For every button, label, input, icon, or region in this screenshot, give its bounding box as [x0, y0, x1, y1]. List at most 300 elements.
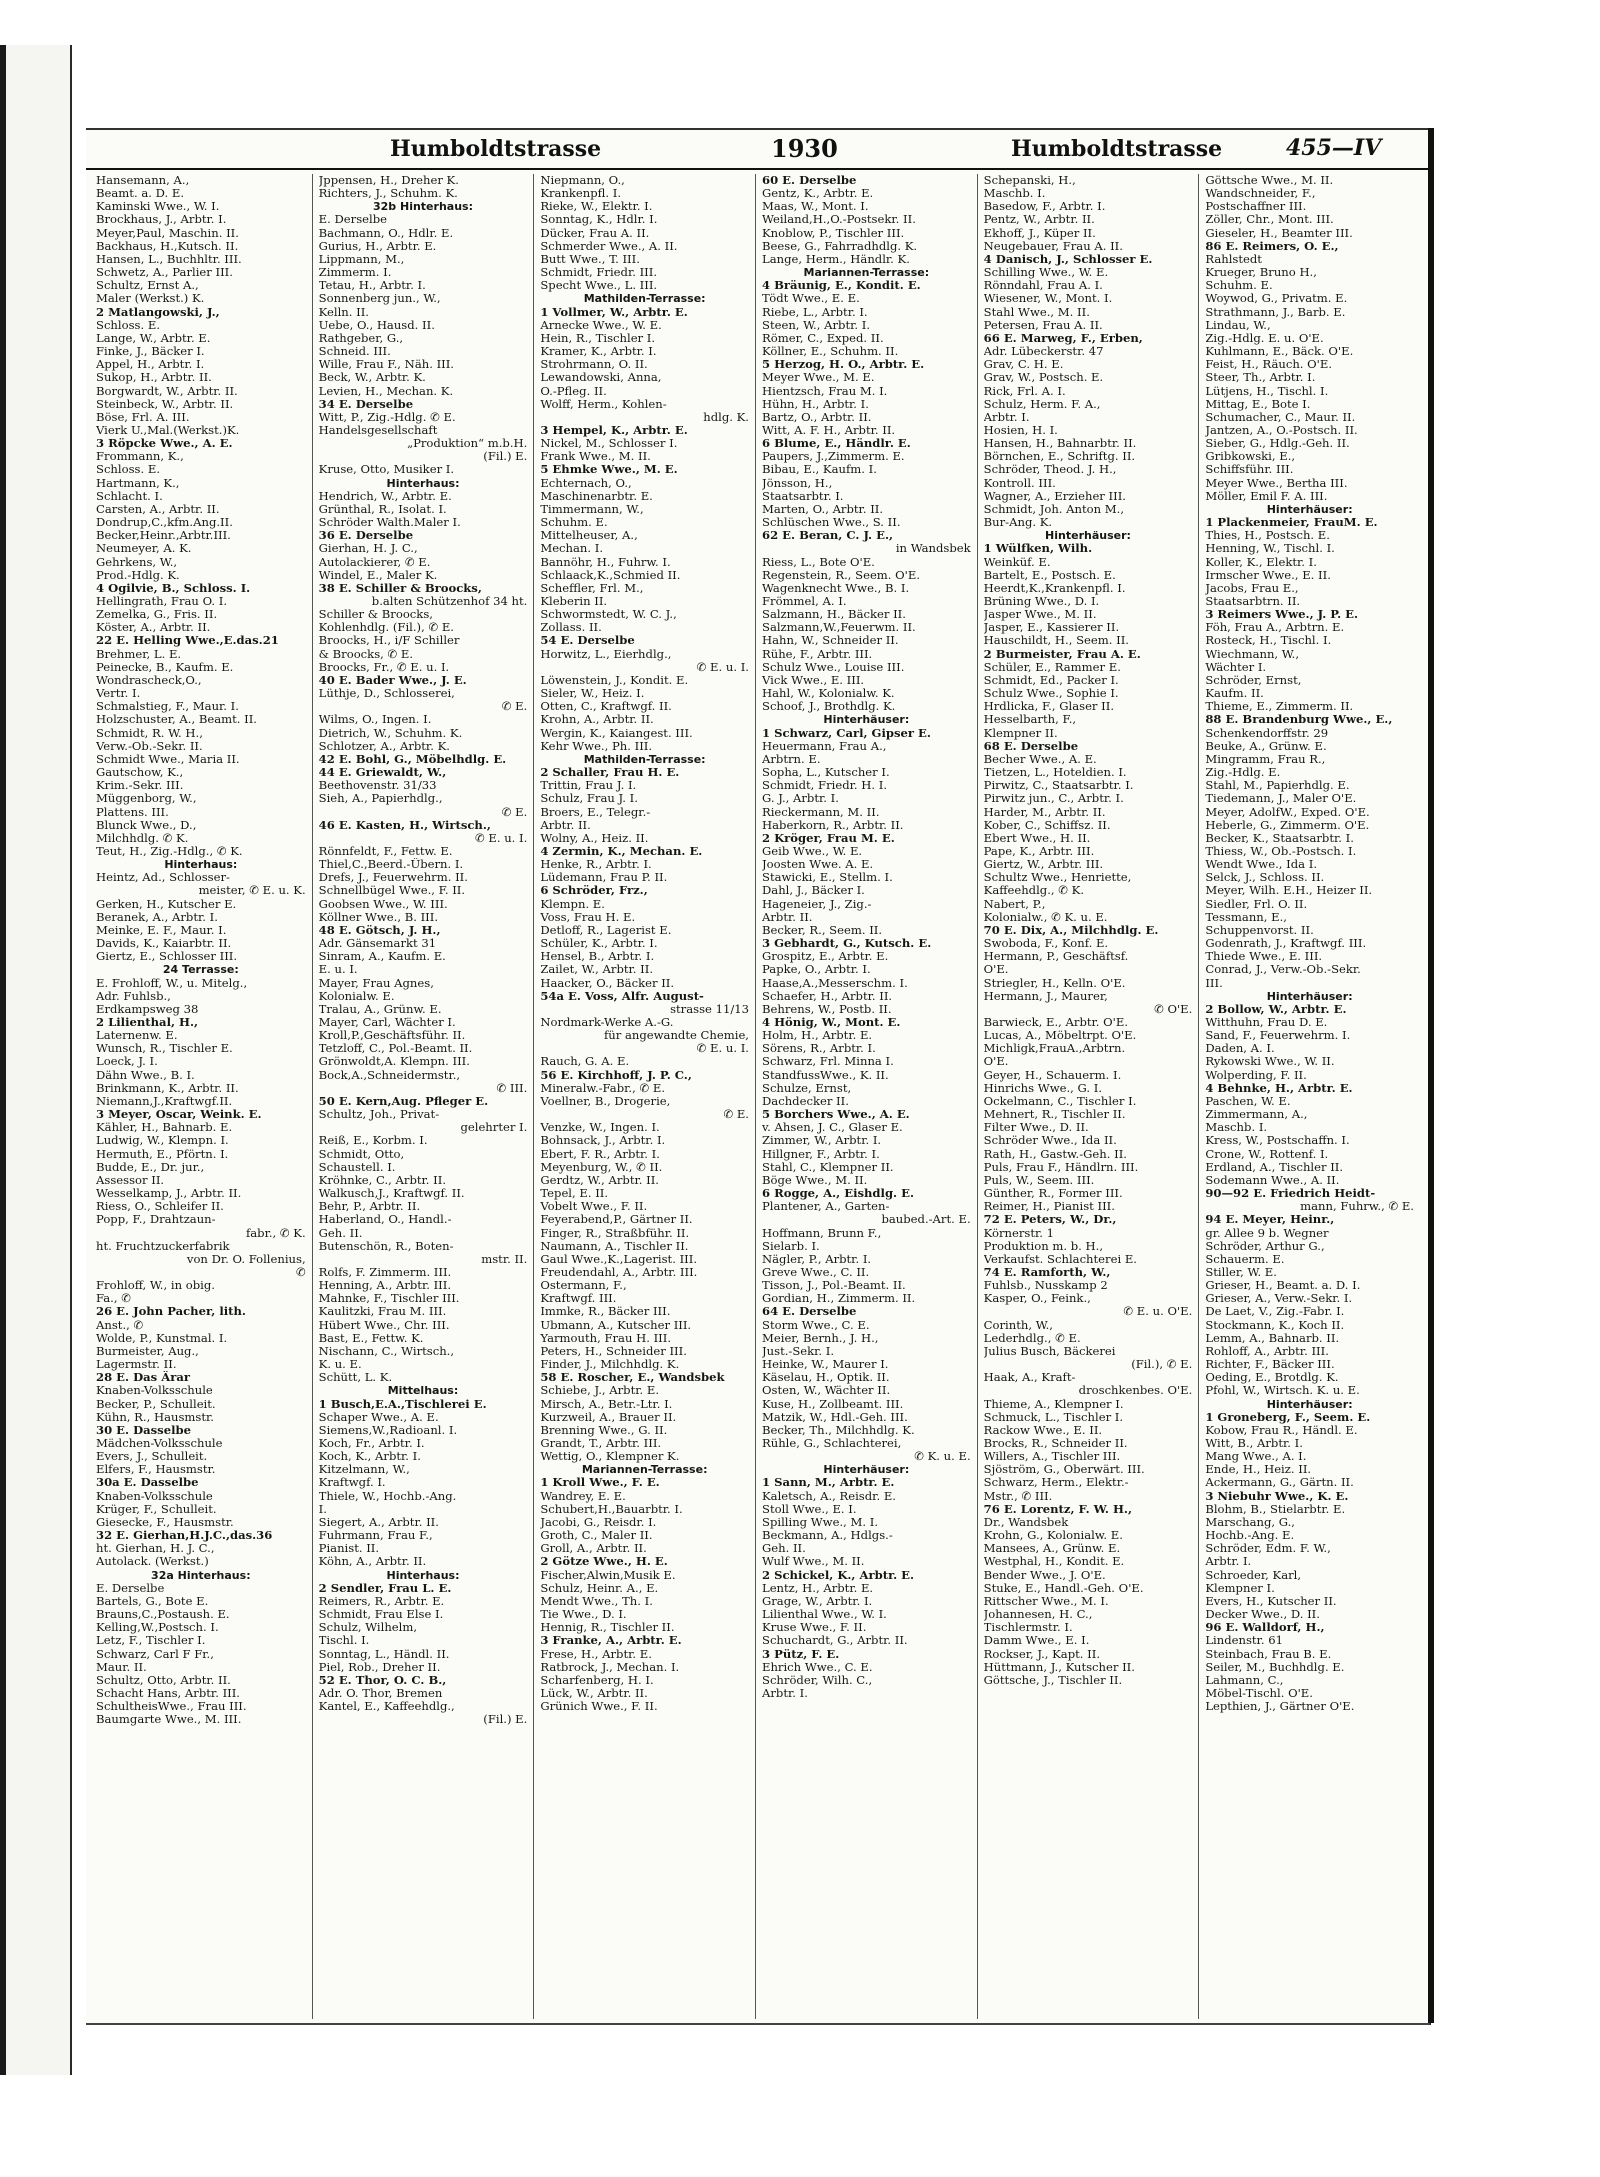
- directory-entry-line: Hinterhaus:: [164, 858, 238, 872]
- directory-entry-line: Specht Wwe., L. III.: [540, 279, 658, 293]
- directory-entry-line: Brenning Wwe., G. II.: [540, 1423, 668, 1437]
- directory-entry-line: Gordian, H., Zimmerm. II.: [762, 1292, 916, 1306]
- directory-entry-line: Timmermann, W.,: [540, 502, 644, 516]
- directory-entry-line: Sieler, W., Heiz. I.: [540, 687, 645, 701]
- directory-entry-line: Kraftwgf. III.: [540, 1292, 617, 1306]
- directory-entry-line: Schaefer, H., Arbtr. II.: [762, 989, 893, 1003]
- directory-entry-line: Gierhan, H. J. C.,: [318, 542, 418, 556]
- directory-entry-line: Verw.-Ob.-Sekr. II.: [96, 739, 203, 753]
- directory-entry-line: hdlg. K.: [703, 410, 749, 424]
- directory-entry-line: strasse 11/13: [670, 1002, 749, 1016]
- directory-entry-line: Kaminski Wwe., W. I.: [96, 200, 220, 214]
- directory-entry-line: „Produktion“ m.b.H.: [407, 437, 528, 451]
- directory-entry-line: Schröder, Theod. J. H.,: [983, 463, 1117, 477]
- directory-entry-line: Brocks, R., Schneider II.: [983, 1437, 1128, 1450]
- directory-entry-line: Lucas, A., Möbeltrpt. O'E.: [983, 1029, 1137, 1043]
- directory-entry-line: Bannöhr, H., Fuhrw. I.: [540, 555, 671, 569]
- directory-entry-line: Pirwitz jun., C., Arbtr. I.: [983, 792, 1124, 806]
- directory-entry-line: Grandt, T., Arbtr. III.: [540, 1437, 662, 1450]
- directory-entry-line: Baumgarte Wwe., M. III.: [96, 1713, 242, 1727]
- directory-entry-line: Freudendahl, A., Arbtr. III.: [540, 1265, 698, 1279]
- directory-entry-line: Käselau, H., Optik. II.: [762, 1371, 890, 1385]
- directory-entry-line: Hartmann, K.,: [96, 476, 180, 490]
- directory-entry-line: Ockelmann, C., Tischler I.: [983, 1094, 1137, 1108]
- directory-entry-line: Trittin, Frau J. I.: [540, 779, 637, 793]
- directory-entry-line: Zimmerm. I.: [318, 266, 392, 280]
- directory-entry-line: Brockhaus, J., Arbtr. I.: [96, 213, 227, 227]
- directory-entry-line: Scharfenberg, H. I.: [540, 1673, 654, 1687]
- directory-entry-line: Schüler, E., Rammer E.: [983, 660, 1121, 674]
- directory-entry-line: Haase,A.,Messerschm. I.: [762, 976, 908, 990]
- directory-entry-line: Köllner Wwe., B. III.: [318, 910, 439, 924]
- directory-entry-line: Rieckermann, M. II.: [762, 805, 880, 819]
- directory-entry-line: Hein, R., Tischler I.: [540, 331, 656, 345]
- directory-entry-line: Kelling,W.,Postsch. I.: [96, 1621, 219, 1635]
- directory-entry-line: Tisson, J., Pol.-Beamt. II.: [762, 1279, 906, 1293]
- directory-entry-line: Dähn Wwe., B. I.: [96, 1068, 195, 1082]
- directory-entry-line: Ehrich Wwe., C. E.: [762, 1660, 873, 1674]
- directory-entry-line: Bohnsack, J., Arbtr. I.: [540, 1134, 666, 1148]
- directory-entry-line: Hennig, R., Tischler II.: [540, 1621, 675, 1635]
- directory-entry-line: Rosteck, H., Tischl. I.: [1205, 634, 1332, 648]
- directory-entry-line: Jppensen, H., Dreher K.: [318, 174, 459, 187]
- directory-entry-line: Beuke, A., Grünw. E.: [1205, 739, 1327, 753]
- directory-entry-line: Zailet, W., Arbtr. II.: [540, 963, 654, 977]
- directory-entry-line: 52 E. Thor, O. C. B.,: [318, 1673, 447, 1687]
- directory-entry-line: Broocks, Fr., ✆ E. u. I.: [318, 660, 450, 674]
- directory-entry-line: Anst., ✆: [96, 1318, 144, 1332]
- directory-entry-line: Reimers, R., Arbtr. E.: [318, 1594, 445, 1608]
- directory-entry-line: Richter, F., Bäcker III.: [1205, 1358, 1335, 1372]
- directory-entry-line: meister, ✆ E. u. K.: [198, 884, 306, 898]
- directory-entry-line: ✆ III.: [496, 1081, 528, 1095]
- directory-entry-line: Backhaus, H.,Kutsch. II.: [96, 239, 239, 253]
- directory-entry-line: Just.-Sekr. I.: [762, 1344, 835, 1358]
- directory-entry-line: Goobsen Wwe., W. III.: [318, 897, 448, 911]
- directory-entry-line: Wergin, K., Kaiangest. III.: [540, 726, 693, 740]
- directory-entry-line: 3 Gebhardt, G., Kutsch. E.: [762, 937, 932, 951]
- directory-entry-line: 74 E. Ramforth, W.,: [983, 1265, 1111, 1279]
- directory-entry-line: 2 Lilienthal, H.,: [96, 1016, 199, 1029]
- directory-entry-line: Lütjens, H., Tischl. I.: [1205, 384, 1329, 398]
- directory-entry-line: Arbtr. II.: [762, 910, 813, 924]
- directory-entry-line: Marten, O., Arbtr. II.: [762, 502, 884, 516]
- directory-entry-line: Thiele, W., Hochb.-Ang.: [318, 1489, 457, 1503]
- directory-entry-line: Butenschön, R., Boten-: [318, 1239, 454, 1253]
- directory-entry-line: Jasper, E., Kassierer II.: [983, 621, 1120, 635]
- directory-entry-line: Haacker, O., Bäcker II.: [540, 976, 675, 990]
- directory-entry-line: Blunck Wwe., D.,: [96, 818, 197, 832]
- directory-entry-line: Schröder Walth.Maler I.: [318, 516, 461, 530]
- directory-entry-line: Hühn, H., Arbtr. I.: [762, 397, 869, 411]
- directory-entry-line: Holm, H., Arbtr. E.: [762, 1029, 873, 1043]
- directory-entry-line: Schulz, Herm. F. A.,: [983, 397, 1101, 411]
- scan-top-margin: [0, 0, 1600, 45]
- directory-entry-line: Striegler, H., Kelln. O'E.: [983, 976, 1126, 990]
- directory-entry-line: 90—92 E. Friedrich Heidt-: [1205, 1187, 1376, 1201]
- directory-entry-line: Frommann, K.,: [96, 450, 184, 464]
- directory-entry-line: Vick Wwe., E. III.: [762, 673, 865, 687]
- directory-entry-line: Peinecke, B., Kaufm. E.: [96, 660, 234, 674]
- directory-entry-line: 2 Burmeister, Frau A. E.: [983, 647, 1141, 661]
- directory-entry-line: 44 E. Griewaldt, W.,: [318, 766, 447, 780]
- directory-entry-line: Wagner, A., Erzieher III.: [983, 489, 1126, 503]
- directory-entry-line: Hosien, H. I.: [983, 423, 1058, 437]
- directory-entry-line: Lüthje, D., Schlosserei,: [318, 687, 455, 701]
- directory-entry-line: 76 E. Lorentz, F. W. H.,: [983, 1502, 1132, 1516]
- directory-entry-line: Hinterhaus:: [386, 1568, 460, 1582]
- directory-entry-line: Koch, K., Arbtr. I.: [318, 1450, 421, 1464]
- directory-entry-line: Neumeyer, A. K.: [96, 542, 192, 556]
- directory-entry-line: Feyerabend,P., Gärtner II.: [540, 1213, 693, 1227]
- directory-entry-line: Siegert, A., Arbtr. II.: [318, 1515, 439, 1529]
- directory-entry-line: Elfers, F., Hausmstr.: [96, 1463, 216, 1477]
- directory-entry-line: Mendt Wwe., Th. I.: [540, 1594, 653, 1608]
- directory-entry-line: Schumacher, C., Maur. II.: [1205, 410, 1356, 424]
- directory-entry-line: Schwarz, Herm., Elektr.-: [983, 1476, 1129, 1490]
- directory-entry-line: Paschen, W. E.: [1205, 1094, 1291, 1108]
- directory-entry-line: Bartels, G., Bote E.: [96, 1594, 209, 1608]
- directory-entry-line: Schulz, Heinr. A., E.: [540, 1581, 659, 1595]
- directory-entry-line: Gautschow, K.,: [96, 766, 184, 780]
- directory-entry-line: Mayer, Carl, Wächter I.: [318, 1016, 456, 1029]
- directory-entry-line: Schulz Wwe., Sophie I.: [983, 687, 1119, 701]
- directory-entry-line: 42 E. Bohl, G., Möbelhdlg. E.: [318, 752, 507, 766]
- directory-entry-line: Damm Wwe., E. I.: [983, 1634, 1090, 1648]
- directory-entry-line: Pape, K., Arbtr. III.: [983, 844, 1095, 858]
- directory-entry-line: Levien, H., Mechan. K.: [318, 384, 454, 398]
- directory-entry-line: ✆ E.: [501, 805, 528, 819]
- directory-entry-line: Schwarz, Frl. Minna I.: [762, 1055, 894, 1069]
- directory-entry-line: Lück, W., Arbtr. II.: [540, 1686, 648, 1700]
- directory-entry-line: Brauns,C.,Postaush. E.: [96, 1608, 230, 1622]
- directory-entry-line: Schmalstieg, F., Maur. I.: [96, 700, 239, 714]
- directory-entry-line: Mansees, A., Grünw. E.: [983, 1542, 1121, 1556]
- directory-entry-line: Dachdecker II.: [762, 1094, 849, 1108]
- directory-entry-line: Burmeister, Aug.,: [96, 1344, 199, 1358]
- directory-entry-line: Plantener, A., Garten-: [762, 1200, 890, 1214]
- directory-entry-line: Maas, W., Mont. I.: [762, 200, 869, 214]
- directory-entry-line: Knoblow, P., Tischler III.: [762, 226, 905, 240]
- directory-entry-line: Brüning Wwe., D. I.: [983, 595, 1100, 608]
- directory-entry-line: 2 Sendler, Frau L. E.: [318, 1581, 452, 1595]
- directory-entry-line: O.-Pfleg. II.: [540, 384, 607, 398]
- directory-entry-line: Pianist. II.: [318, 1542, 380, 1556]
- directory-entry-line: Schröder, Arthur G.,: [1205, 1239, 1325, 1253]
- directory-entry-line: Swoboda, F., Konf. E.: [983, 937, 1109, 951]
- directory-entry-line: Meinke, E. F., Maur. I.: [96, 923, 227, 937]
- directory-entry-line: Mittelhaus:: [387, 1384, 459, 1398]
- directory-entry-line: Meyer Wwe., Bertha III.: [1205, 476, 1348, 490]
- directory-entry-line: III.: [1205, 976, 1223, 990]
- directory-entry-line: Grav, C. H. E.: [983, 358, 1064, 372]
- directory-entry-line: Puls, Frau F., Händlrn. III.: [983, 1160, 1139, 1174]
- directory-entry-line: Hageneier, J., Zig.-: [762, 897, 872, 911]
- directory-entry-line: Thiess, W., Ob.-Postsch. I.: [1205, 844, 1357, 858]
- directory-entry-line: Schoof, J., Brothdlg. K.: [762, 700, 896, 714]
- directory-entry-line: Rahlstedt: [1205, 252, 1262, 266]
- directory-entry-line: Plattens. III.: [96, 805, 169, 819]
- directory-entry-line: Schmidt, Frau Else I.: [318, 1608, 444, 1622]
- directory-entry-line: von Dr. O. Follenius,: [186, 1252, 306, 1266]
- directory-entry-line: Staatsarbtrn. II.: [1205, 595, 1301, 608]
- directory-entry-line: Beamt. a. D. E.: [96, 187, 185, 201]
- directory-entry-line: Detloff, R., Lagerist E.: [540, 923, 672, 937]
- directory-entry-line: Giesecke, F., Hausmstr.: [96, 1515, 234, 1529]
- directory-entry-line: Meyer, Wilh. E.H., Heizer II.: [1205, 884, 1373, 898]
- directory-entry-line: Jönsson, H.,: [762, 476, 833, 490]
- directory-entry-line: Mathilden-Terrasse:: [583, 752, 706, 766]
- directory-entry-line: Ubmann, A., Kutscher III.: [540, 1318, 692, 1332]
- directory-entry-line: Julius Busch, Bäckerei: [983, 1344, 1116, 1358]
- directory-entry-line: Nickel, M., Schlosser I.: [540, 437, 678, 451]
- directory-entry-line: Blohm, B., Stielarbtr. E.: [1205, 1502, 1346, 1516]
- directory-entry-line: Woywod, G., Privatm. E.: [1205, 292, 1348, 306]
- directory-entry-line: fabr., ✆ K.: [245, 1226, 306, 1240]
- directory-entry-line: 2 Schaller, Frau H. E.: [540, 766, 680, 780]
- directory-entry-line: Krohn, A., Arbtr. II.: [540, 713, 654, 727]
- directory-entry-line: Rockser, J., Kapt. II.: [983, 1647, 1101, 1661]
- directory-entry-line: Lederhdlg., ✆ E.: [983, 1331, 1081, 1345]
- directory-entry-line: Reiß, E., Korbm. I.: [318, 1134, 428, 1148]
- directory-entry-line: Becker, K., Staatsarbtr. I.: [1205, 831, 1354, 845]
- directory-entry-line: Becker, Th., Milchhdlg. K.: [762, 1423, 915, 1437]
- directory-entry-line: 66 E. Marweg, F., Erben,: [983, 331, 1143, 345]
- directory-entry-line: 54 E. Derselbe: [540, 634, 635, 648]
- directory-entry-line: Mittag, E., Bote I.: [1205, 397, 1311, 411]
- directory-entry-line: Meyer, AdolfW., Exped. O'E.: [1205, 805, 1370, 819]
- directory-entry-line: Mädchen-Volksschule: [96, 1437, 223, 1450]
- directory-entry-line: Römer, C., Exped. II.: [762, 331, 884, 345]
- directory-entry-line: Becker, P., Schulleit.: [96, 1397, 216, 1411]
- directory-entry-line: Stoll Wwe., E. I.: [762, 1502, 857, 1516]
- directory-entry-line: Strohrmann, O. II.: [540, 358, 648, 372]
- directory-entry-line: 40 E. Bader Wwe., J. E.: [318, 673, 467, 687]
- scan-binding-shadow: [0, 45, 6, 2075]
- directory-entry-line: Mahnke, F., Tischler III.: [318, 1292, 460, 1306]
- directory-entry-line: Broers, E., Telegr.-: [540, 805, 651, 819]
- directory-entry-line: Sodemann Wwe., A. II.: [1205, 1173, 1340, 1187]
- directory-entry-line: Stahl Wwe., M. II.: [983, 305, 1090, 319]
- directory-entry-line: Frohloff, W., in obig.: [96, 1279, 215, 1293]
- directory-entry-line: 1 Busch,E.A.,Tischlerei E.: [318, 1397, 487, 1411]
- directory-entry-line: Lippmann, M.,: [318, 252, 405, 266]
- directory-entry-line: Groll, A., Arbtr. II.: [540, 1542, 647, 1556]
- directory-entry-line: Rühle, G., Schlachterei,: [762, 1437, 902, 1450]
- directory-entry-line: Borgwardt, W., Arbtr. II.: [96, 384, 238, 398]
- directory-entry-line: Rönnfeldt, F., Fettw. E.: [318, 844, 453, 858]
- directory-entry-line: 4 Ogilvie, B., Schloss. I.: [96, 581, 251, 595]
- directory-entry-line: Witt, B., Arbtr. I.: [1205, 1437, 1303, 1450]
- directory-entry-line: Carsten, A., Arbtr. II.: [96, 502, 220, 516]
- directory-entry-line: 54a E. Voss, Alfr. August-: [540, 989, 704, 1003]
- directory-entry-line: Bibau, E., Kaufm. I.: [762, 463, 877, 477]
- directory-entry-line: Hermann, P., Geschäftsf.: [983, 950, 1129, 964]
- directory-entry-line: Schuchardt, G., Arbtr. II.: [762, 1634, 908, 1648]
- directory-entry-line: Rath, H., Gastw.-Geh. II.: [983, 1147, 1127, 1161]
- directory-entry-line: Schmidt, R. W. H.,: [96, 726, 203, 740]
- directory-entry-line: Appel, H., Arbtr. I.: [96, 358, 205, 372]
- directory-entry-line: Krim.-Sekr. III.: [96, 779, 184, 793]
- directory-entry-line: Hermann, J., Maurer,: [983, 989, 1108, 1003]
- directory-entry-line: E. u. I.: [318, 963, 358, 977]
- directory-entry-line: Göttsche Wwe., M. II.: [1205, 174, 1334, 187]
- directory-entry-line: Vobelt Wwe., F. II.: [540, 1200, 648, 1214]
- directory-entry-line: Adr. Gänsemarkt 31: [318, 937, 437, 951]
- directory-entry-line: Lüdemann, Frau P. II.: [540, 871, 668, 885]
- directory-entry-line: Corinth, W.,: [983, 1318, 1053, 1332]
- directory-entry-line: SchultheisWwe., Frau III.: [96, 1700, 247, 1714]
- directory-entry-line: Lagermstr. II.: [96, 1358, 177, 1372]
- directory-entry-line: Henke, R., Arbtr. I.: [540, 858, 652, 872]
- directory-entry-line: Dondrup,C.,kfm.Ang.II.: [96, 516, 233, 530]
- directory-entry-line: Hinterhaus:: [386, 476, 460, 490]
- directory-entry-line: Klempner II.: [983, 726, 1058, 740]
- directory-entry-line: Peters, H., Schneider III.: [540, 1344, 687, 1358]
- directory-entry-line: Broocks, H., i/F Schiller: [318, 634, 460, 648]
- directory-entry-line: Kolonialw., ✆ K. u. E.: [983, 910, 1108, 924]
- directory-entry-line: Wächter I.: [1205, 660, 1267, 674]
- directory-entry-line: Arbtr. II.: [540, 818, 591, 832]
- directory-entry-line: Mstr., ✆ III.: [983, 1489, 1053, 1503]
- directory-entry-line: Kleberin II.: [540, 595, 608, 608]
- directory-entry-line: Heintz, Ad., Schlosser-: [96, 871, 230, 885]
- directory-entry-line: mann, Fuhrw., ✆ E.: [1300, 1200, 1414, 1214]
- directory-entry-line: Beethovenstr. 31/33: [318, 779, 437, 793]
- directory-entry-line: Maschb. I.: [983, 187, 1046, 201]
- directory-entry-line: Dücker, Frau A. II.: [540, 226, 650, 240]
- directory-entry-line: Kehr Wwe., Ph. III.: [540, 739, 653, 753]
- directory-entry-line: Tessmann, E.,: [1205, 910, 1287, 924]
- directory-entry-line: Hesselbarth, F.,: [983, 713, 1077, 727]
- directory-entry-line: Möbel-Tischl. O'E.: [1205, 1686, 1313, 1700]
- directory-entry-line: Sieh, A., Papierhdlg.,: [318, 792, 443, 806]
- directory-entry-line: Jacobi, G., Reisdr. I.: [540, 1515, 657, 1529]
- directory-entry-line: Sukop, H., Arbtr. II.: [96, 371, 212, 385]
- directory-entry-line: Wesselkamp, J., Arbtr. II.: [96, 1187, 242, 1201]
- directory-entry-line: Schloss. E.: [96, 318, 161, 332]
- directory-entry-line: Ebert Wwe., H. II.: [983, 831, 1091, 845]
- directory-entry-line: Milchhdlg. ✆ K.: [96, 831, 189, 845]
- directory-entry-line: Frese, H., Arbtr. E.: [540, 1647, 652, 1661]
- directory-entry-line: Brinkmann, K., Arbtr. II.: [96, 1081, 239, 1095]
- directory-entry-line: Ludwig, W., Klempn. I.: [96, 1134, 229, 1148]
- directory-entry-line: Schmidt, Friedr. H. I.: [762, 779, 888, 793]
- directory-entry-line: Knaben-Volksschule: [96, 1489, 213, 1503]
- directory-entry-line: Verkaufst. Schlachterei E.: [983, 1252, 1137, 1266]
- directory-entry-line: Niepmann, O.,: [540, 174, 625, 187]
- directory-entry-line: Conrad, J., Verw.-Ob.-Sekr.: [1205, 963, 1361, 977]
- directory-entry-line: Meyer,Paul, Maschin. II.: [96, 226, 239, 240]
- directory-entry-line: 22 E. Helling Wwe.,E.das.21: [96, 634, 279, 648]
- directory-entry-line: Budde, E., Dr. jur.,: [96, 1160, 205, 1174]
- directory-entry-line: Tralau, A., Grünw. E.: [318, 1002, 442, 1016]
- directory-entry-line: Maschb. I.: [1205, 1121, 1268, 1135]
- directory-entry-line: Rönndahl, Frau A. I.: [983, 279, 1103, 293]
- directory-entry-line: Schmidt, Otto,: [318, 1147, 405, 1161]
- directory-entry-line: Kaulitzki, Frau M. III.: [318, 1305, 447, 1319]
- directory-entry-line: Salzmann,W.,Feuerwm. II.: [762, 621, 916, 635]
- directory-entry-line: Sinram, A., Kaufm. E.: [318, 950, 446, 964]
- directory-entry-line: Grieser, A., Verw.-Sekr. I.: [1205, 1292, 1353, 1306]
- directory-entry-line: Schwormstedt, W. C. J.,: [540, 608, 677, 622]
- directory-entry-line: G. J., Arbtr. I.: [762, 792, 839, 806]
- directory-entry-line: Nabert, P.,: [983, 897, 1046, 911]
- directory-entry-line: 2 Götze Wwe., H. E.: [540, 1555, 668, 1569]
- directory-entry-line: Lange, W., Arbtr. E.: [96, 331, 211, 345]
- directory-entry-line: Grieser, H., Beamt. a. D. I.: [1205, 1279, 1361, 1293]
- directory-entry-line: Hellingrath, Frau O. I.: [96, 595, 228, 608]
- directory-entry-line: Feist, H., Räuch. O'E.: [1205, 358, 1332, 372]
- directory-entry-line: Hinrichs Wwe., G. I.: [983, 1081, 1103, 1095]
- directory-entry-line: Ratbrock, J., Mechan. I.: [540, 1660, 680, 1674]
- directory-entry-line: Grospitz, E., Arbtr. E.: [762, 950, 889, 964]
- directory-entry-line: Irmscher Wwe., E. II.: [1205, 568, 1331, 582]
- directory-entry-line: Sonnenberg jun., W.,: [318, 292, 441, 306]
- directory-entry-line: E. Derselbe: [318, 213, 387, 227]
- directory-entry-line: Schwetz, A., Parlier III.: [96, 266, 233, 280]
- directory-entry-line: Schlacht. I.: [96, 489, 163, 503]
- directory-entry-line: Ende, H., Heiz. II.: [1205, 1463, 1312, 1477]
- directory-entry-line: Uebe, O., Hausd. II.: [318, 318, 435, 332]
- directory-entry-line: Evers, H., Kutscher II.: [1205, 1594, 1337, 1608]
- directory-entry-line: 58 E. Roscher, E., Wandsbek: [540, 1371, 725, 1385]
- directory-entry-line: O'E.: [983, 963, 1009, 977]
- directory-entry-line: Hahl, W., Kolonialw. K.: [762, 687, 895, 701]
- directory-entry-line: Schulz, Wilhelm,: [318, 1621, 418, 1635]
- directory-entry-line: Marschang, G.,: [1205, 1515, 1295, 1529]
- directory-entry-line: 32b Hinterhaus:: [372, 200, 473, 214]
- directory-entry-line: Hrdlicka, F., Glaser II.: [983, 700, 1115, 714]
- directory-entry-line: Mariannen-Terrasse:: [581, 1463, 708, 1477]
- directory-entry-line: Sielarb. I.: [762, 1239, 820, 1253]
- directory-entry-line: Schiffsführ. III.: [1205, 463, 1294, 477]
- directory-entry-line: Wolff, Herm., Kohlen-: [540, 397, 667, 411]
- directory-entry-line: Evers, J., Schulleit.: [96, 1450, 208, 1464]
- directory-entry-line: Kröhnke, C., Arbtr. II.: [318, 1173, 447, 1187]
- directory-entry-line: Köllner, E., Schuhm. II.: [762, 345, 899, 359]
- directory-entry-line: Adr. Fuhlsb.,: [96, 989, 171, 1003]
- directory-entry-line: Kitzelmann, W.,: [318, 1463, 410, 1477]
- directory-entry-line: Finger, R., Straßbführ. II.: [540, 1226, 690, 1240]
- directory-entry-line: Osten, W., Wächter II.: [762, 1384, 891, 1398]
- directory-entry-line: Dahl, J., Bäcker I.: [762, 884, 865, 898]
- directory-entry-line: 3 Reimers Wwe., J. P. E.: [1205, 608, 1359, 622]
- directory-entry-line: Haberkorn, R., Arbtr. II.: [762, 818, 904, 832]
- directory-entry-line: Adr. O. Thor, Bremen: [318, 1686, 443, 1700]
- directory-entry-line: Grünich Wwe., F. II.: [540, 1700, 658, 1714]
- directory-entry-line: Dr., Wandsbek: [983, 1515, 1069, 1529]
- directory-entry-line: Butt Wwe., T. III.: [540, 252, 640, 266]
- directory-entry-line: Maschinenarbtr. E.: [540, 489, 653, 503]
- directory-entry-line: Hinterhäuser:: [1045, 529, 1131, 543]
- directory-entry-line: Schmidt, Joh. Anton M.,: [983, 502, 1125, 516]
- directory-entry-line: Schulz Wwe., Louise III.: [762, 660, 905, 674]
- directory-entry-line: Schröder, Wilh. C.,: [762, 1673, 873, 1687]
- directory-entry-line: Giertz, W., Arbtr. III.: [983, 858, 1104, 872]
- directory-entry-line: Schröder, Edm. F. W.,: [1205, 1542, 1331, 1556]
- directory-entry-line: Hahn, W., Schneider II.: [762, 634, 899, 648]
- directory-entry-line: ✆ E.: [501, 700, 528, 714]
- directory-entry-line: Föh, Frau A., Arbtrn. E.: [1205, 621, 1345, 635]
- directory-entry-line: 50 E. Kern,Aug. Pfleger E.: [318, 1094, 489, 1108]
- directory-entry-line: Willers, A., Tischler III.: [983, 1450, 1121, 1464]
- directory-entry-line: Kontroll. III.: [983, 476, 1056, 490]
- directory-entry-line: Behr, P., Arbtr. II.: [318, 1200, 421, 1214]
- directory-entry-line: Teut, H., Zig.-Hdlg., ✆ K.: [96, 844, 243, 858]
- directory-entry-line: Riebe, L., Arbtr. I.: [762, 305, 868, 319]
- directory-entry-line: Kuse, H., Zollbeamt. III.: [762, 1397, 904, 1411]
